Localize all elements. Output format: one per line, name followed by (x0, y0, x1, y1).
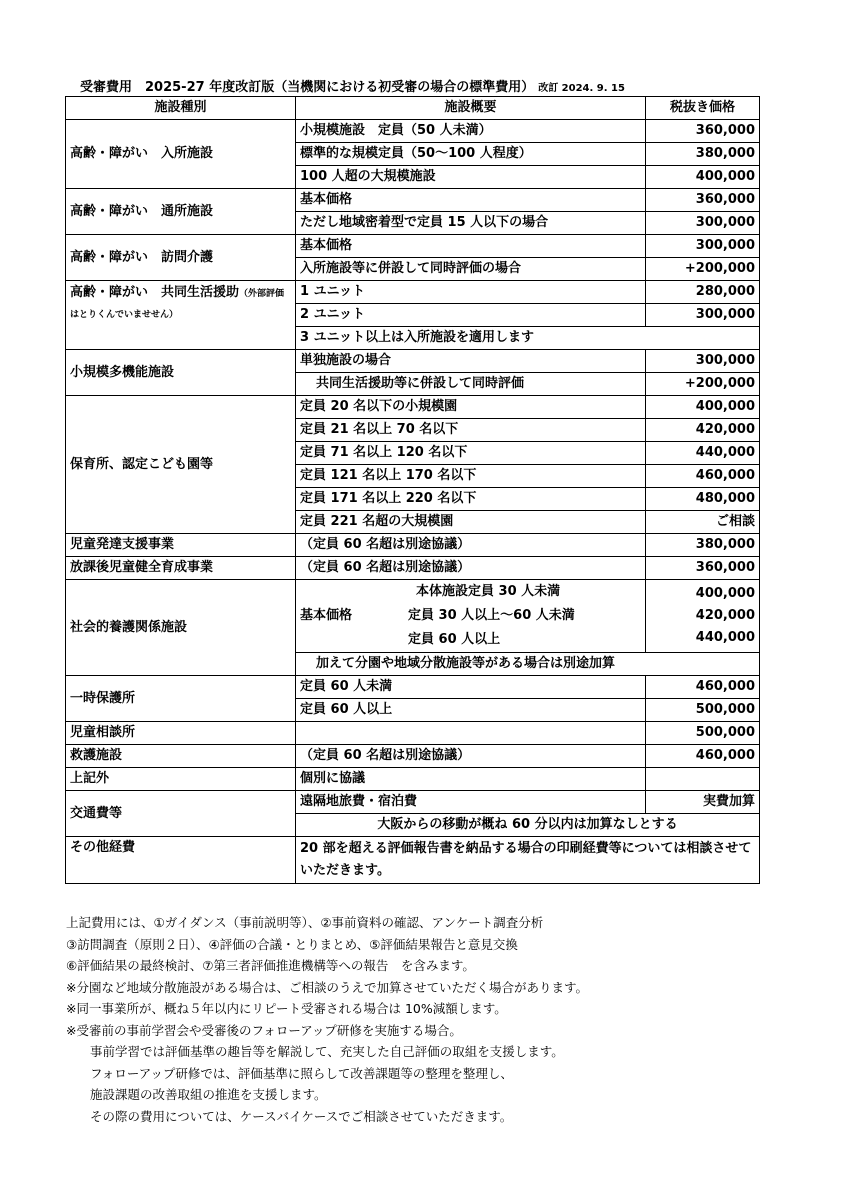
price-cell: 280,000 (646, 281, 760, 304)
price-cell: +200,000 (646, 373, 760, 396)
desc-cell: 大阪からの移動が概ね 60 分以内は加算なしとする (296, 814, 760, 837)
header-facility-overview: 施設概要 (296, 97, 646, 120)
price-line: 400,000 (695, 586, 755, 601)
note-line: ※同一事業所が、概ね５年以内にリピート受審される場合は 10%減額します。 (66, 1001, 507, 1016)
desc-cell: 入所施設等に併設して同時評価の場合 (296, 258, 646, 281)
table-row (66, 120, 760, 143)
price-line: 440,000 (695, 630, 755, 645)
header-facility-type: 施設種別 (66, 97, 296, 120)
desc-cell: 基本価格 (296, 189, 646, 212)
price-cell: 360,000 (646, 189, 760, 212)
price-cell: 380,000 (646, 143, 760, 166)
category-cell: 救護施設 (66, 745, 296, 768)
desc-cell: 単独施設の場合 (296, 350, 646, 373)
price-cell: 360,000 (646, 557, 760, 580)
revision-date: 改訂 2024. 9. 15 (538, 83, 625, 94)
capacity-line: 定員 30 人以上～60 人未満 (408, 608, 575, 623)
price-cell: +200,000 (646, 258, 760, 281)
desc-cell: （定員 60 名超は別途協議） (296, 557, 646, 580)
desc-cell (296, 722, 646, 745)
category-cell: 一時保護所 (66, 676, 296, 722)
price-cell: ご相談 (646, 511, 760, 534)
desc-cell: ただし地域密着型で定員 15 人以下の場合 (296, 212, 646, 235)
note-line: ※受審前の事前学習会や受審後のフォローアップ研修を実施する場合。 (66, 1022, 462, 1038)
category-cell (66, 281, 296, 350)
desc-cell: 定員 20 名以下の小規模園 (296, 396, 646, 419)
table-row (66, 837, 760, 884)
price-cell: 500,000 (646, 699, 760, 722)
desc-cell (296, 580, 646, 653)
price-cell (646, 580, 760, 653)
price-cell: 400,000 (646, 396, 760, 419)
base-price-label: 基本価格 (300, 608, 353, 623)
price-cell: 300,000 (646, 304, 760, 327)
table-row (66, 534, 760, 557)
desc-cell: 2 ユニット (296, 304, 646, 327)
capacity-line: 本体施設定員 30 人未満 (416, 584, 561, 599)
table-row (66, 557, 760, 580)
price-cell: 300,000 (646, 212, 760, 235)
desc-cell: 定員 171 名以上 220 名以下 (296, 488, 646, 511)
category-cell: 高齢・障がい 入所施設 (66, 120, 296, 189)
price-cell: 460,000 (646, 745, 760, 768)
note-line: 施設課題の改善取組の推進を支援します。 (90, 1087, 327, 1102)
price-cell: 480,000 (646, 488, 760, 511)
table-row (66, 580, 760, 653)
desc-cell: 3 ユニット以上は入所施設を適用します (296, 327, 760, 350)
category-cell: 交通費等 (66, 791, 296, 837)
category-cell: 高齢・障がい 訪問介護 (66, 235, 296, 281)
desc-cell: 個別に協議 (296, 768, 646, 791)
table-row (66, 791, 760, 814)
desc-cell: 定員 71 名以上 120 名以下 (296, 442, 646, 465)
price-cell: 460,000 (646, 676, 760, 699)
desc-cell: 小規模施設 定員（50 人未満） (296, 120, 646, 143)
desc-cell: 定員 60 人未満 (296, 676, 646, 699)
price-cell: 400,000 (646, 166, 760, 189)
desc-cell: 20 部を超える評価報告書を納品する場合の印刷経費等については相談させていただきます。 (296, 837, 760, 884)
desc-cell: 定員 221 名超の大規模園 (296, 511, 646, 534)
desc-cell: 標準的な規模定員（50～100 人程度） (296, 143, 646, 166)
category-cell: 社会的養護関係施設 (66, 580, 296, 676)
table-row (66, 235, 760, 258)
price-cell: 380,000 (646, 534, 760, 557)
capacity-lines (400, 580, 575, 652)
desc-cell: 共同生活援助等に併設して同時評価 (296, 373, 646, 396)
desc-cell: 遠隔地旅費・宿泊費 (296, 791, 646, 814)
price-line: 420,000 (695, 608, 755, 623)
category-cell: 児童相談所 (66, 722, 296, 745)
desc-cell: 基本価格 (296, 235, 646, 258)
desc-cell: 100 人超の大規模施設 (296, 166, 646, 189)
desc-cell: 1 ユニット (296, 281, 646, 304)
price-cell: 460,000 (646, 465, 760, 488)
price-cell: 440,000 (646, 442, 760, 465)
notes-section (66, 912, 766, 1127)
desc-cell: （定員 60 名超は別途協議） (296, 534, 646, 557)
desc-cell: （定員 60 名超は別途協議） (296, 745, 646, 768)
table-row (66, 350, 760, 373)
table-row (66, 676, 760, 699)
price-cell: 実費加算 (646, 791, 760, 814)
title-text: 受審費用 2025-27 年度改訂版（当機関における初受審の場合の標準費用） (80, 80, 535, 95)
note-line: ⑥評価結果の最終検討、⑦第三者評価推進機構等への報告 を含みます。 (66, 958, 475, 973)
category-cell: その他経費 (66, 837, 296, 884)
note-line: フォローアップ研修では、評価基準に照らして改善課題等の整理を整理し、 (90, 1065, 513, 1081)
category-cell: 高齢・障がい 通所施設 (66, 189, 296, 235)
category-cell: 保育所、認定こども園等 (66, 396, 296, 534)
price-cell: 360,000 (646, 120, 760, 143)
base-price-group (300, 580, 641, 652)
category-cell: 放課後児童健全育成事業 (66, 557, 296, 580)
table-row (66, 396, 760, 419)
desc-cell: 定員 60 人以上 (296, 699, 646, 722)
desc-cell: 加えて分園や地域分散施設等がある場合は別途加算 (296, 653, 760, 676)
table-header-row (66, 97, 760, 120)
fee-table (65, 96, 760, 884)
category-cell: 児童発達支援事業 (66, 534, 296, 557)
price-cell: 420,000 (646, 419, 760, 442)
category-cell: 上記外 (66, 768, 296, 791)
note-line: ③訪問調査（原則２日）、④評価の合議・とりまとめ、⑤評価結果報告と意見交換 (66, 936, 518, 952)
desc-cell: 定員 21 名以上 70 名以下 (296, 419, 646, 442)
table-row (66, 745, 760, 768)
note-line: ※分園など地域分散施設がある場合は、ご相談のうえで加算させていただく場合があります。 (66, 979, 588, 995)
table-row (66, 768, 760, 791)
price-cell (646, 768, 760, 791)
category-note: （外部評価はとりくんでいませせん） (70, 289, 285, 320)
note-line: 上記費用には、①ガイダンス（事前説明等）、②事前資料の確認、アンケート調査分析 (66, 915, 544, 930)
capacity-line: 定員 60 人以上 (408, 632, 501, 647)
table-row (66, 189, 760, 212)
note-line: 事前学習では評価基準の趣旨等を解説して、充実した自己評価の取組を支援します。 (90, 1044, 564, 1059)
header-price: 税抜き価格 (646, 97, 760, 120)
desc-cell: 定員 121 名以上 170 名以下 (296, 465, 646, 488)
table-row (66, 281, 760, 304)
category-label: 高齢・障がい 共同生活援助 (70, 285, 240, 300)
category-cell: 小規模多機能施設 (66, 350, 296, 396)
price-cell: 300,000 (646, 235, 760, 258)
price-cell: 300,000 (646, 350, 760, 373)
price-cell: 500,000 (646, 722, 760, 745)
page-title (80, 76, 770, 95)
table-row (66, 722, 760, 745)
note-line: その際の費用については、ケースバイケースでご相談させていただきます。 (90, 1108, 513, 1124)
